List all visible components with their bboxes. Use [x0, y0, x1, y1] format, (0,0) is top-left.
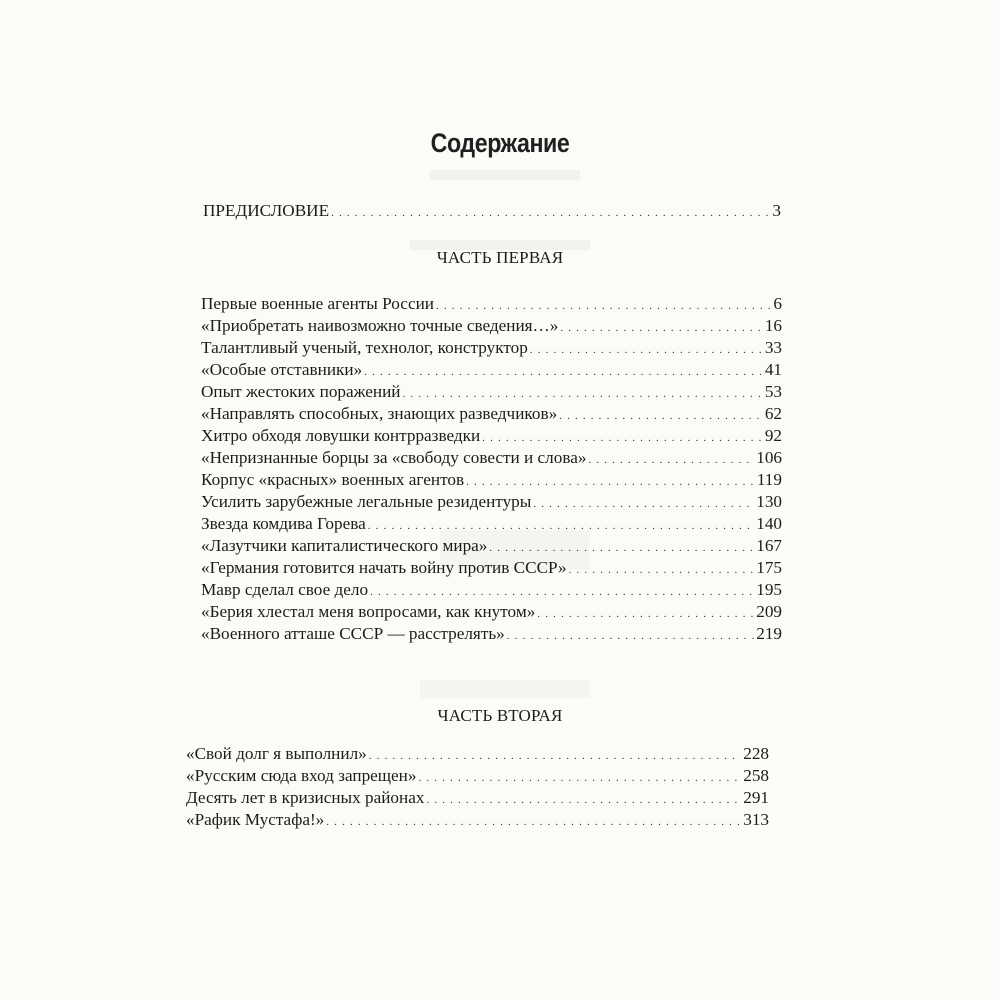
toc-part1-list [201, 293, 782, 645]
toc-entry-title: Талантливый ученый, технолог, конструктор [201, 338, 528, 357]
toc-entry-page: 140 [756, 514, 782, 533]
toc-entry-title: «Направлять способных, знающих разведчиков» [201, 404, 558, 423]
toc-entry-page: 62 [764, 404, 782, 423]
toc-entry-title: Десять лет в кризисных районах [186, 788, 425, 807]
toc-entry [201, 447, 782, 469]
toc-entry [186, 765, 769, 787]
toc-entry-title: Звезда комдива Горева [201, 514, 366, 533]
toc-entry-title: «Берия хлестал меня вопросами, как кнутом» [201, 602, 536, 621]
toc-entry-title: «Лазутчики капиталистического мира» [201, 536, 488, 555]
toc-entry [201, 315, 782, 337]
toc-part2-list [186, 743, 769, 831]
dot-leader [369, 745, 741, 767]
toc-entry-title: «Германия готовится начать войну против СССР» [201, 558, 567, 577]
toc-entry-page: 219 [756, 624, 782, 643]
dot-leader [482, 427, 763, 449]
part1-heading: ЧАСТЬ ПЕРВАЯ [436, 248, 564, 267]
toc-entry [186, 809, 769, 831]
show-through-shadow [430, 170, 580, 180]
toc-entry-title: «Приобретать наивозможно точные сведения…» [201, 316, 559, 335]
page-title: Содержание [430, 128, 570, 158]
toc-entry-title: Мавр сделал свое дело [201, 580, 369, 599]
dot-leader [530, 339, 763, 361]
toc-entry-page: 228 [743, 744, 769, 763]
toc-entry-page: 195 [756, 580, 782, 599]
toc-entry [201, 557, 782, 579]
toc-entry-title: «Рафик Мустафа!» [186, 810, 325, 829]
toc-entry-page: 130 [756, 492, 782, 511]
toc-entry [201, 293, 782, 315]
toc-entry-page: 291 [743, 788, 769, 807]
toc-entry [201, 623, 782, 645]
toc-entry-title: ПРЕДИСЛОВИЕ [203, 201, 330, 220]
toc-entry [201, 535, 782, 557]
toc-entry-title: «Военного атташе СССР — расстрелять» [201, 624, 505, 643]
toc-entry [203, 200, 781, 222]
dot-leader [588, 449, 754, 471]
toc-entry-title: Усилить зарубежные легальные резидентуры [201, 492, 532, 511]
toc-entry-title: Корпус «красных» военных агентов [201, 470, 465, 489]
dot-leader [507, 625, 754, 647]
toc-entry-page: 209 [756, 602, 782, 621]
toc-entry-page: 106 [756, 448, 782, 467]
part2-heading: ЧАСТЬ ВТОРАЯ [437, 706, 563, 725]
toc-entry-page: 258 [743, 766, 769, 785]
toc-entry [186, 787, 769, 809]
toc-entry [201, 579, 782, 601]
toc-entry [201, 601, 782, 623]
toc-preface [203, 200, 781, 222]
toc-entry-page: 167 [756, 536, 782, 555]
toc-entry-title: «Русским сюда вход запрещен» [186, 766, 417, 785]
dot-leader [559, 405, 763, 427]
dot-leader [331, 202, 770, 224]
toc-entry [201, 381, 782, 403]
dot-leader [537, 603, 754, 625]
dot-leader [489, 537, 754, 559]
dot-leader [418, 767, 741, 789]
toc-entry-page: 16 [764, 316, 782, 335]
dot-leader [364, 361, 763, 383]
toc-entry-title: «Особые отставники» [201, 360, 363, 379]
toc-entry [201, 359, 782, 381]
toc-entry [186, 743, 769, 765]
toc-entry-page: 175 [756, 558, 782, 577]
dot-leader [426, 789, 741, 811]
dot-leader [370, 581, 754, 603]
dot-leader [569, 559, 755, 581]
show-through-shadow [420, 680, 590, 698]
toc-entry [201, 491, 782, 513]
toc-entry-title: «Непризнанные борцы за «свободу совести и слова» [201, 448, 587, 467]
toc-entry-title: Хитро обходя ловушки контрразведки [201, 426, 481, 445]
toc-entry-page: 41 [764, 360, 782, 379]
dot-leader [368, 515, 754, 537]
dot-leader [466, 471, 755, 493]
toc-entry [201, 403, 782, 425]
toc-entry-page: 92 [764, 426, 782, 445]
toc-entry-title: Первые военные агенты России [201, 294, 434, 313]
dot-leader [560, 317, 762, 339]
dot-leader [403, 383, 763, 405]
toc-entry-page: 6 [773, 294, 782, 313]
toc-entry-page: 33 [764, 338, 782, 357]
toc-entry-title: «Свой долг я выполнил» [186, 744, 367, 763]
toc-entry-page: 3 [772, 201, 781, 220]
toc-entry [201, 513, 782, 535]
dot-leader [533, 493, 754, 515]
toc-entry [201, 425, 782, 447]
dot-leader [436, 295, 771, 317]
toc-entry [201, 337, 782, 359]
toc-entry [201, 469, 782, 491]
dot-leader [326, 811, 741, 833]
toc-entry-page: 119 [756, 470, 782, 489]
toc-entry-page: 313 [743, 810, 769, 829]
toc-entry-title: Опыт жестоких поражений [201, 382, 401, 401]
toc-entry-page: 53 [764, 382, 782, 401]
